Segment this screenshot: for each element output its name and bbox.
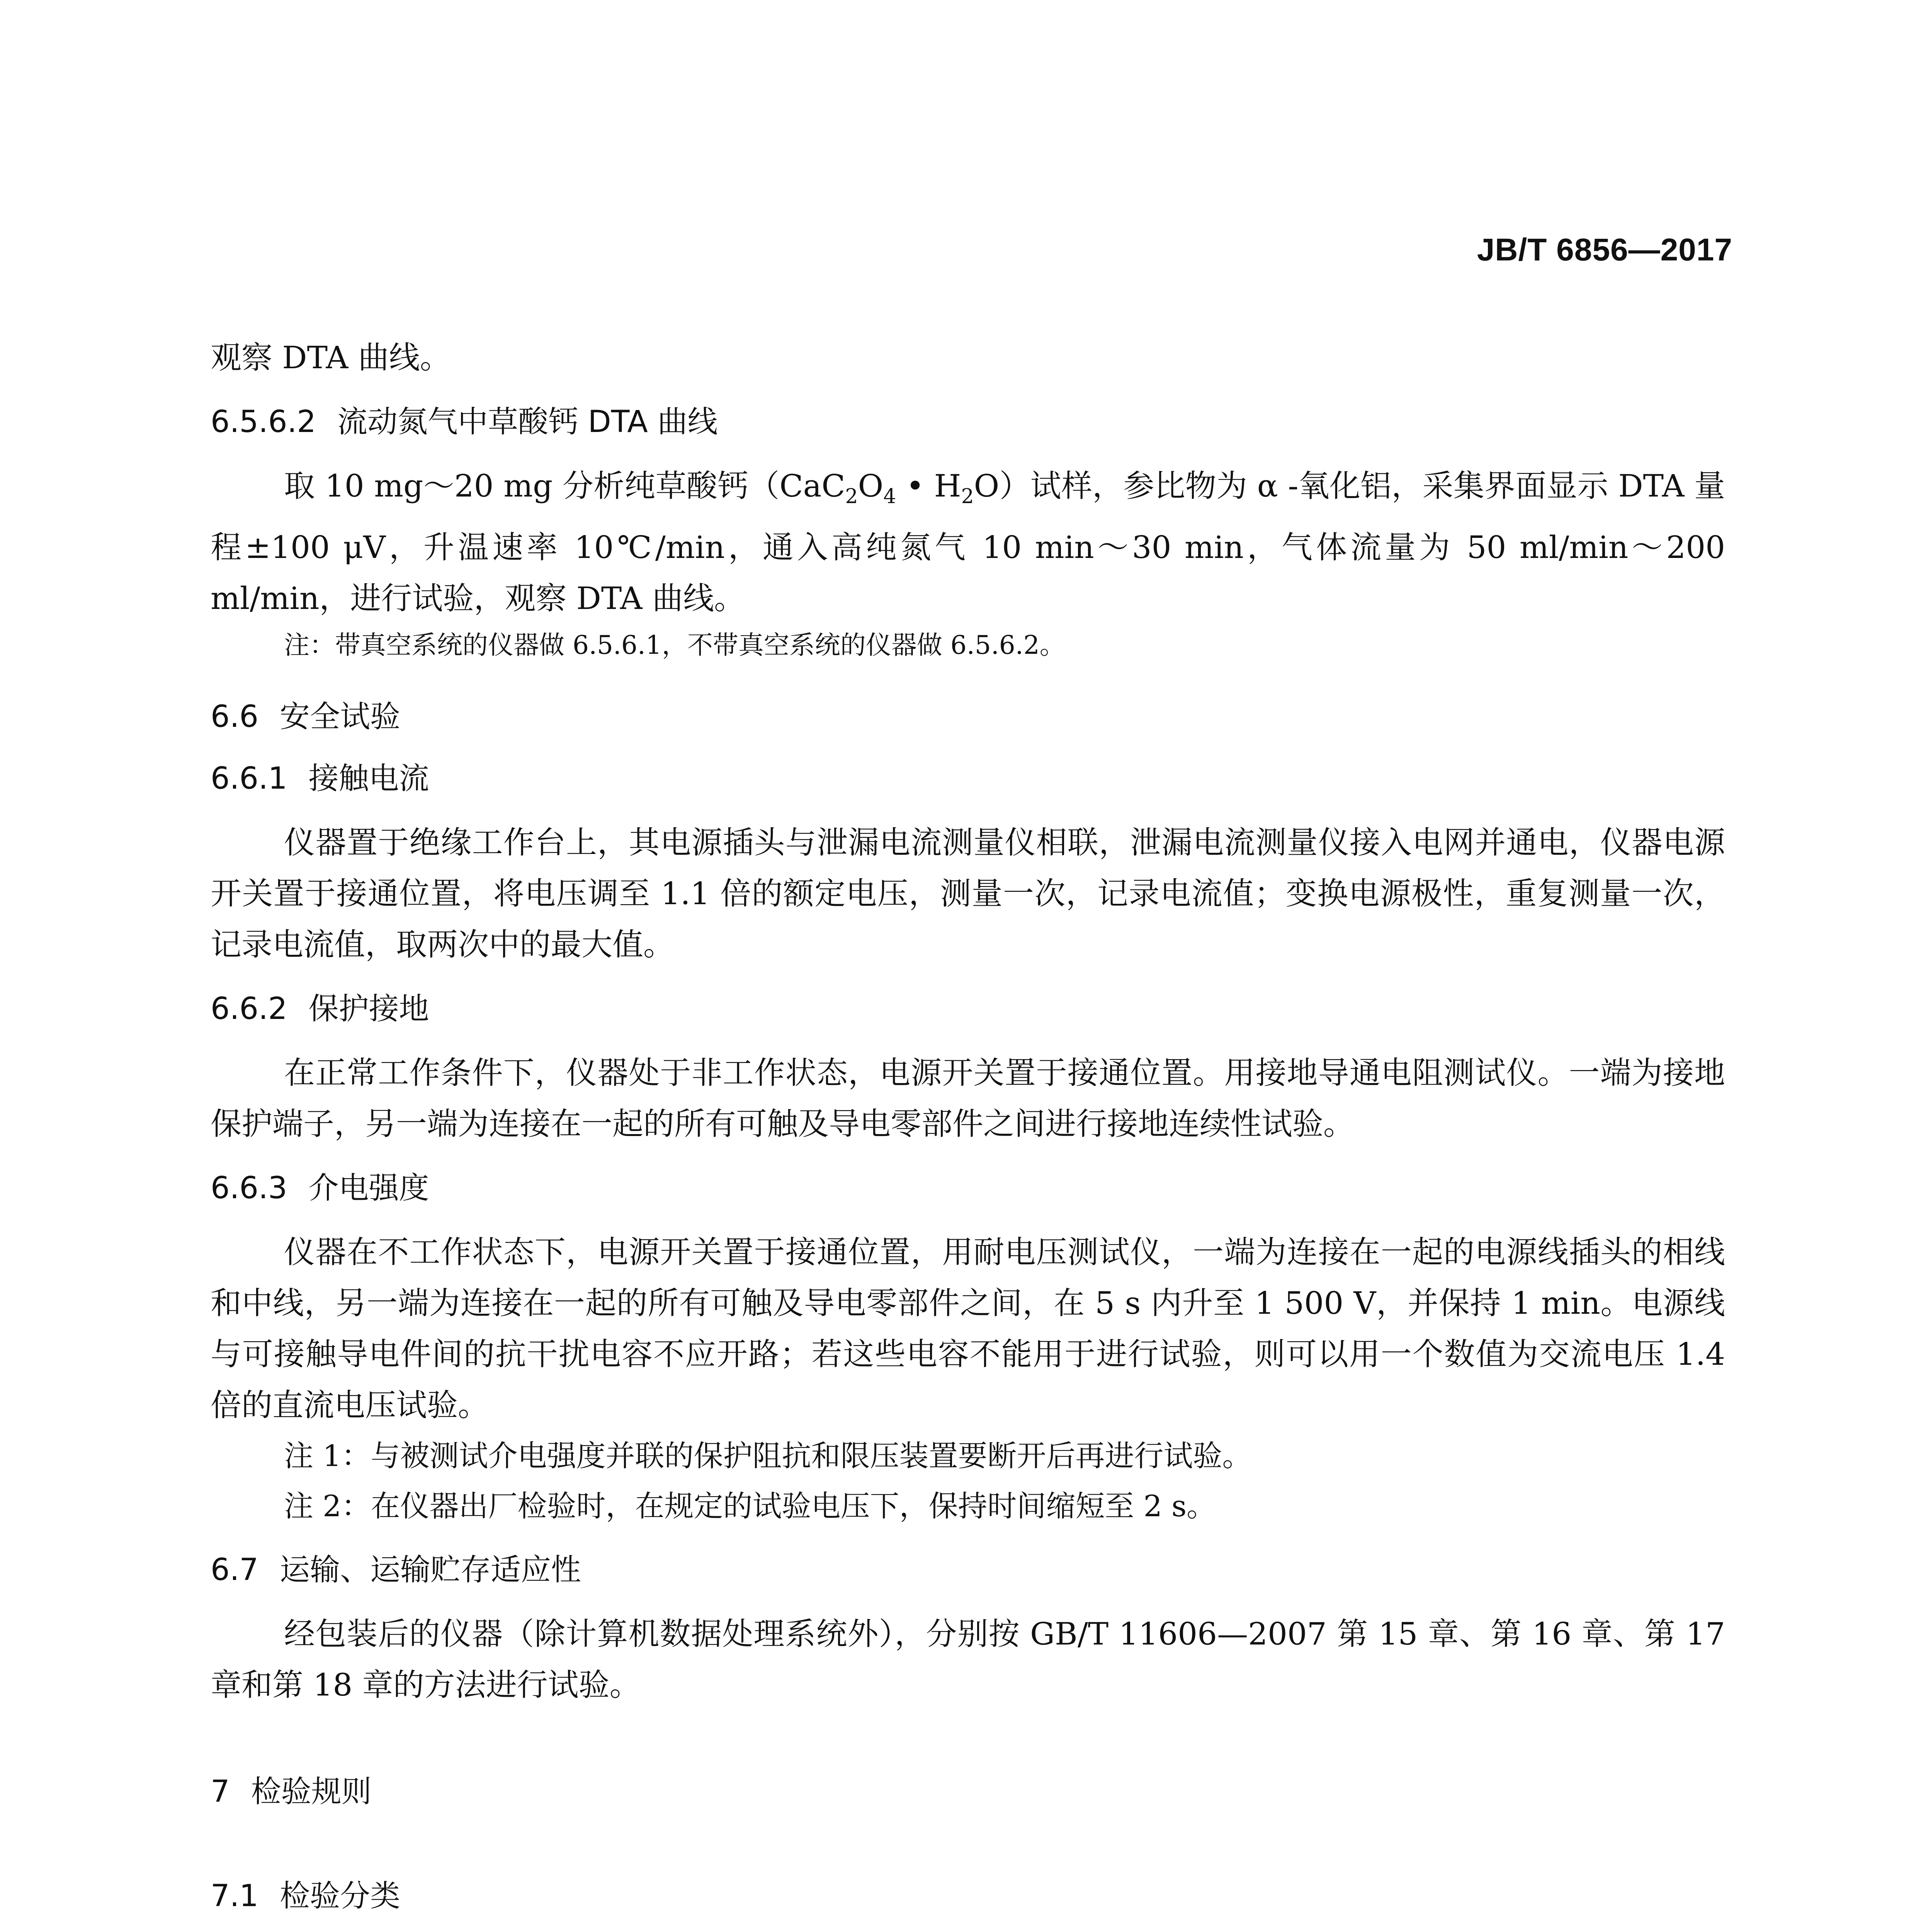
section-heading-6-6-1 (211, 755, 1725, 802)
paragraph: 在正常工作条件下，仪器处于非工作状态，电源开关置于接通位置。用接地导通电阻测试仪。一端为接地保护端子，另一端为连接在一起的所有可触及导电零部件之间进行接地连续性试验。 (211, 1055, 1725, 1142)
section-title: 介电强度 (308, 1171, 429, 1206)
section-title: 流动氮气中草酸钙 DTA 曲线 (337, 405, 718, 439)
section-number: 6.5.6.2 (211, 405, 316, 439)
section-number: 6.6.2 (211, 992, 287, 1026)
section-heading-6-6 (211, 694, 1725, 740)
section-number: 6.6 (211, 699, 259, 734)
section-title: 检验规则 (251, 1774, 372, 1809)
subscript: 2 (845, 485, 858, 508)
standard-code: JB/T 6856—2017 (1477, 232, 1732, 267)
text-run: O (858, 468, 884, 504)
paragraph: 经包装后的仪器（除计算机数据处理系统外），分别按 GB/T 11606—2007 第 15 章、第 16 章、第 17 章和第 18 章的方法进行试验。 (211, 1616, 1725, 1703)
paragraph-calcium-oxalate (211, 461, 1725, 624)
text-run: 取 10 mg～20 mg 分析纯草酸钙（CaC (284, 468, 845, 504)
section-number: 7.1 (211, 1879, 259, 1913)
paragraph: 仪器置于绝缘工作台上，其电源插头与泄漏电流测量仪相联，泄漏电流测量仪接入电网并通电，仪器电源开关置于接通位置，将电压调至 1.1 倍的额定电压，测量一次，记录电流值；变换电源极性，重复测量一次，记录电流值，取两次中的最大值。 (211, 825, 1725, 963)
text-run: O）试样，参比物为 α -氧化铝，采集界面显示 DTA 量程±100 μV，升温速率 10℃/min，通入高纯氮气 10 min～30 min，气体流量为 50 ml/min～200 ml/min，进行试验，观察 DTA 曲线。 (211, 468, 1726, 616)
section-title: 保护接地 (308, 992, 429, 1026)
section-title: 接触电流 (308, 761, 429, 796)
section-number: 6.6.1 (211, 761, 287, 796)
section-number: 6.7 (211, 1553, 259, 1587)
section-heading-7-1 (211, 1873, 1725, 1919)
chapter-heading-7 (211, 1769, 1725, 1815)
section-heading-6-7 (211, 1547, 1725, 1593)
section-title: 检验分类 (280, 1879, 401, 1913)
subscript: 2 (961, 485, 974, 508)
note-2: 注 2：在仪器出厂检验时，在规定的试验电压下，保持时间缩短至 2 s。 (284, 1489, 1216, 1523)
section-heading-6-5-6-2 (211, 399, 1725, 445)
paragraph: 观察 DTA 曲线。 (211, 340, 451, 376)
subscript: 4 (883, 485, 896, 508)
section-heading-6-6-2 (211, 986, 1725, 1032)
section-title: 安全试验 (280, 699, 401, 734)
section-title: 运输、运输贮存适应性 (280, 1553, 581, 1587)
text-run: • H (896, 468, 961, 504)
section-number: 7 (211, 1774, 230, 1809)
page-content (211, 332, 1725, 1932)
note-1: 注 1：与被测试介电强度并联的保护阻抗和限压装置要断开后再进行试验。 (284, 1439, 1252, 1473)
section-heading-6-6-3 (211, 1165, 1725, 1211)
section-number: 6.6.3 (211, 1171, 287, 1206)
paragraph: 仪器在不工作状态下，电源开关置于接通位置，用耐电压测试仪，一端为连接在一起的电源线插头的相线和中线，另一端为连接在一起的所有可触及导电零部件之间，在 5 s 内升至 1 500 V，并保持 1 min。电源线与可接触导电件间的抗干扰电容不应开路；若这些电容不能用于进行试验，则可以用一个数值为交流电压 1.4 倍的直流电压试验。 (211, 1234, 1725, 1423)
note: 注：带真空系统的仪器做 6.5.6.1，不带真空系统的仪器做 6.5.6.2。 (284, 630, 1065, 660)
